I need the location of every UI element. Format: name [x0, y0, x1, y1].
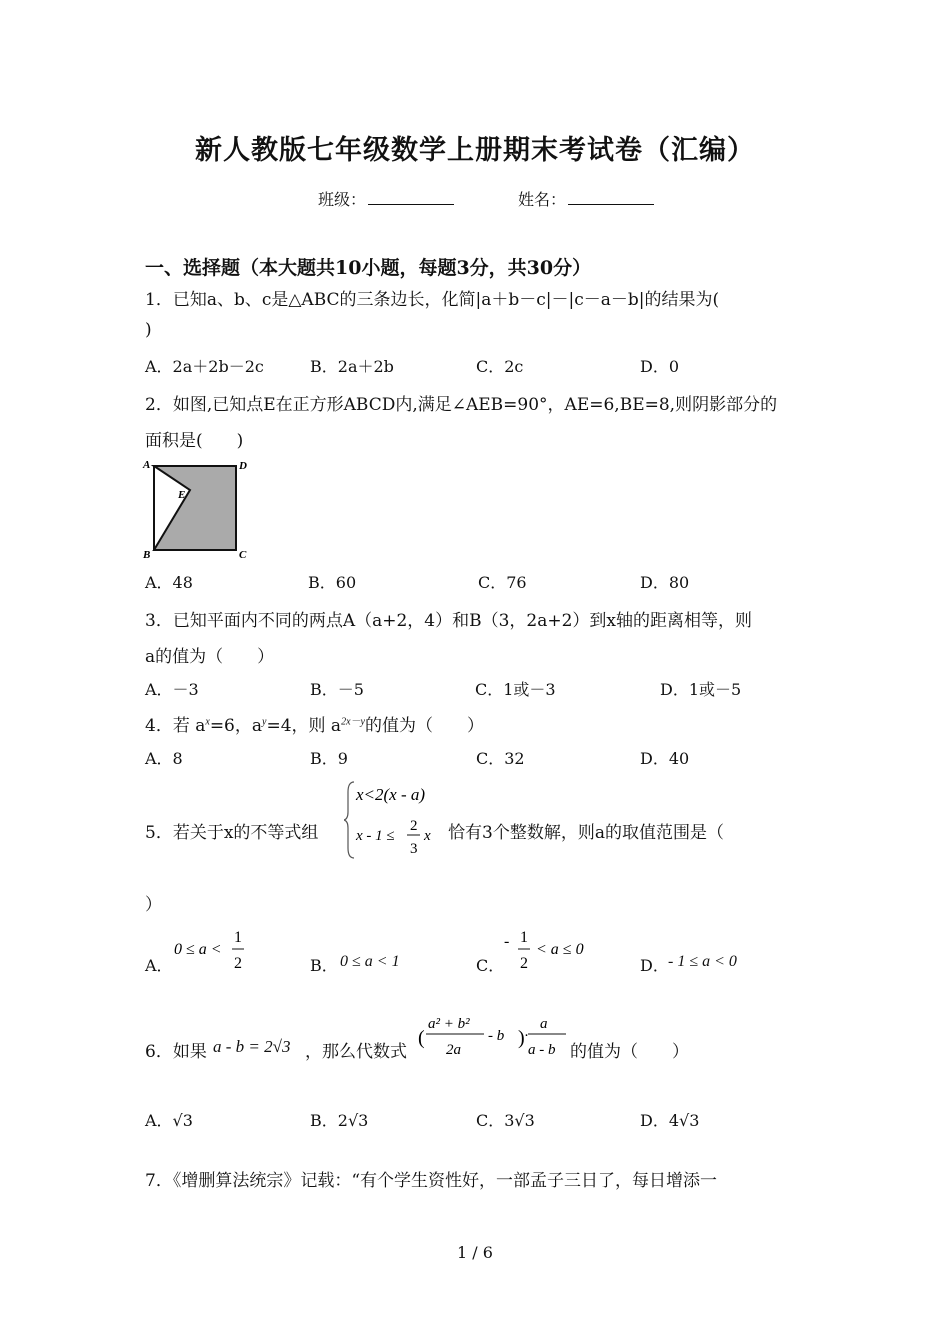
svg-text:(: ( — [418, 1027, 425, 1049]
q6-option-a: A．√3 — [145, 1111, 193, 1130]
q5-option-b-expr: 0 ≤ a < 1 — [340, 953, 400, 970]
question-1-text-cont: ) — [145, 320, 152, 340]
label-b: B — [143, 549, 151, 561]
label-e: E — [178, 489, 186, 501]
square-figure — [140, 455, 255, 565]
q6-option-d: D．4√3 — [640, 1111, 700, 1130]
svg-text:2: 2 — [520, 955, 528, 972]
label-c: C — [239, 549, 247, 561]
brace-icon — [344, 782, 354, 858]
svg-text:): ) — [518, 1027, 525, 1049]
svg-text:a - b: a - b — [528, 1042, 556, 1058]
q5-option-b-label: B． — [310, 956, 338, 975]
name-blank[interactable] — [568, 190, 654, 205]
class-field — [318, 187, 454, 210]
q1-option-d: D．0 — [640, 357, 680, 376]
svg-text:2: 2 — [234, 955, 242, 972]
page-title: 新人教版七年级数学上册期末考试卷（汇编） — [195, 135, 755, 166]
question-3-text: 3．已知平面内不同的两点A（a+2，4）和B（3，2a+2）到x轴的距离相等，则 — [145, 611, 753, 631]
q2-option-b: B．60 — [308, 573, 357, 592]
question-6-expression — [418, 1010, 570, 1066]
question-5-prefix: 5．若关于x的不等式组 — [145, 823, 319, 843]
inequality-system — [344, 778, 454, 862]
question-7-text: 7．《增删算法统宗》记载：“有个学生资性好，一部孟子三日了，每日增添一 — [145, 1171, 718, 1191]
label-a: A — [143, 459, 151, 471]
question-3-text-cont: a的值为（ ） — [145, 647, 275, 667]
q5-option-c-expr — [502, 926, 602, 974]
q5-option-a-expr — [172, 926, 252, 974]
svg-text:1: 1 — [520, 929, 528, 946]
question-2-text: 2．如图,已知点E在正方形ABCD内,满足∠AEB=90°，AE=6,BE=8,则阴影部分的 — [145, 395, 778, 415]
section-heading: 一、选择题（本大题共10小题，每题3分，共30分） — [145, 257, 592, 279]
q1-option-b: B．2a＋2b — [310, 357, 394, 376]
svg-text:a² + b²: a² + b² — [428, 1016, 470, 1032]
question-5-text-cont: ） — [145, 895, 162, 915]
q2-option-c: C．76 — [478, 573, 527, 592]
question-6-prefix: 6．如果 — [145, 1042, 207, 1062]
page-number: 1 / 6 — [457, 1243, 493, 1262]
q3-option-c: C．1或－3 — [475, 680, 556, 699]
frac-num: 2 — [410, 818, 418, 834]
question-1-text: 1．已知a、b、c是△ABC的三条边长，化简|a＋b－c|－|c－a－b|的结果为( — [145, 290, 720, 310]
q6-option-b: B．2√3 — [310, 1111, 369, 1130]
q4-option-a: A．8 — [145, 749, 183, 768]
class-label: 班级： — [318, 190, 367, 209]
name-field — [518, 187, 654, 210]
svg-text:a: a — [540, 1016, 548, 1032]
question-6-condition: a - b = 2√3 — [213, 1037, 291, 1056]
q2-option-a: A．48 — [145, 573, 193, 592]
inequality-2-right: x — [424, 828, 431, 844]
svg-text:< a ≤ 0: < a ≤ 0 — [536, 941, 584, 958]
inequality-2-left: x - 1 ≤ — [356, 828, 395, 844]
q3-option-d: D．1或－5 — [660, 680, 742, 699]
label-d: D — [239, 460, 247, 472]
question-6-suffix: 的值为（ ） — [570, 1042, 689, 1062]
q4-option-d: D．40 — [640, 749, 690, 768]
svg-text:1: 1 — [234, 929, 242, 946]
svg-text:0 ≤ a <: 0 ≤ a < — [174, 941, 222, 958]
svg-text:- b: - b — [488, 1028, 505, 1044]
q5-option-d-label: D． — [640, 956, 669, 975]
question-2-text-cont: 面积是( ) — [145, 431, 244, 451]
svg-text:2a: 2a — [446, 1042, 461, 1058]
q3-option-b: B．－5 — [310, 680, 364, 699]
frac-den: 3 — [410, 841, 418, 857]
q1-option-c: C．2c — [476, 357, 524, 376]
q3-option-a: A．－3 — [145, 680, 199, 699]
q4-option-c: C．32 — [476, 749, 525, 768]
q5-option-d-expr: - 1 ≤ a < 0 — [668, 953, 737, 970]
q6-option-c: C．3√3 — [476, 1111, 535, 1130]
inequality-1: x<2(x - a) — [356, 785, 426, 804]
question-6-mid: ，那么代数式 — [305, 1042, 407, 1062]
svg-text:·: · — [524, 1028, 529, 1044]
q4-option-b: B．9 — [310, 749, 348, 768]
question-5-suffix: 恰有3个整数解，则a的取值范围是（ — [448, 823, 724, 843]
question-4-text: 4．若 $a^x=6$，$a^y=4$，则 $a^{2x-y}$的值为（ ） — [145, 716, 484, 736]
class-blank[interactable] — [368, 190, 454, 205]
q5-option-c-label: C． — [476, 956, 505, 975]
q1-option-a: A．2a＋2b－2c — [145, 357, 264, 376]
q5-option-a-label: A． — [145, 956, 173, 975]
q2-option-d: D．80 — [640, 573, 690, 592]
svg-text:-: - — [504, 933, 510, 950]
name-label: 姓名： — [518, 190, 567, 209]
